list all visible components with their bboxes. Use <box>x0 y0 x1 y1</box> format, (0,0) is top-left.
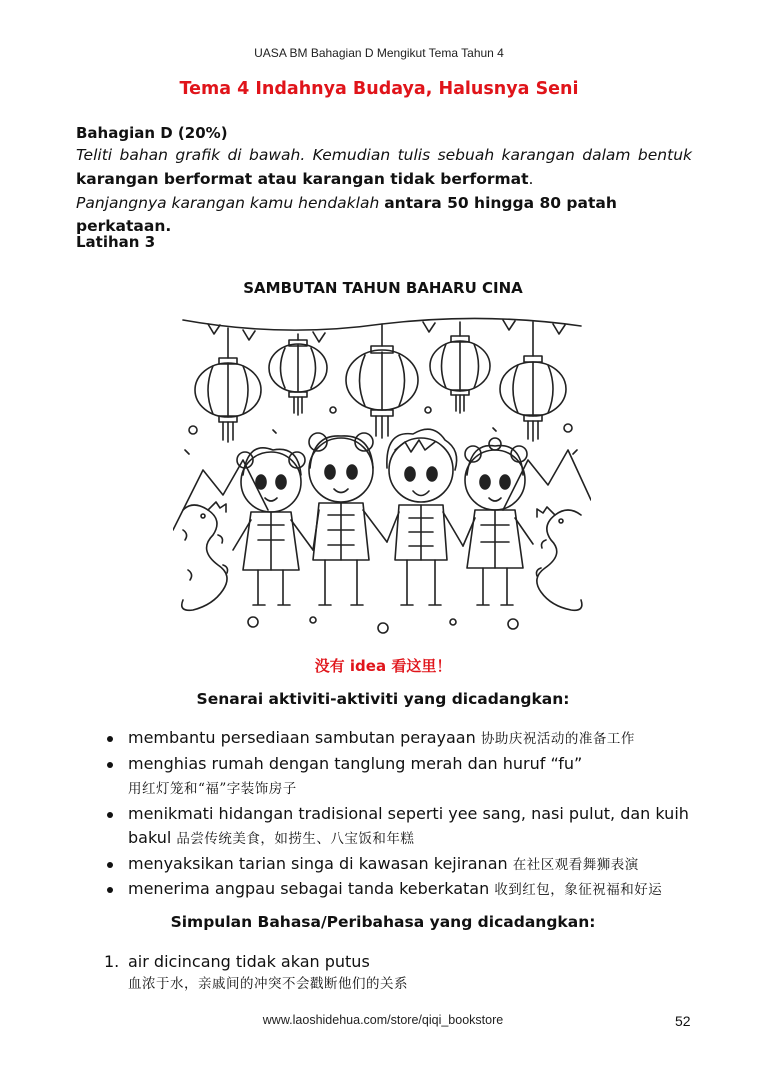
proverb-translation: 血浓于水，亲戚间的冲突不会戳断他们的关系 <box>128 976 408 992</box>
exercise-label: Latihan 3 <box>76 233 156 251</box>
activities-list <box>104 726 704 903</box>
list-item: membantu persediaan sambutan perayaan 协助庆祝活动的准备工作 <box>104 726 704 752</box>
hint-label: 没有 idea 看这里！ <box>314 657 452 675</box>
section-heading: Bahagian D (20%) <box>76 124 228 142</box>
theme-title: Tema 4 Indahnya Budaya, Halusnya Seni <box>179 79 579 99</box>
list-item: menyaksikan tarian singa di kawasan kejiranan 在社区观看舞狮表演 <box>104 852 704 878</box>
child-4 <box>463 438 533 605</box>
dragon-right <box>537 507 582 610</box>
proverbs-list <box>104 950 408 995</box>
activities-heading: Senarai aktiviti-aktiviti yang dicadangkan: <box>196 690 570 708</box>
lantern-3 <box>346 324 418 438</box>
instruction-line-3: Panjangnya karangan kamu hendaklah antara 50 hingga 80 patah perkataan. <box>76 194 617 235</box>
dragon-left <box>182 502 228 610</box>
proverbs-heading: Simpulan Bahasa/Peribahasa yang dicadangkan: <box>170 913 596 931</box>
child-2 <box>309 433 387 605</box>
bullet-icon <box>107 887 113 893</box>
lantern-2 <box>269 334 327 415</box>
lantern-5 <box>500 322 566 441</box>
bullet-icon <box>107 736 113 742</box>
picture-title: SAMBUTAN TAHUN BAHARU CINA <box>243 279 523 297</box>
child-3 <box>387 429 463 605</box>
instruction-line-1: Teliti bahan grafik di bawah. Kemudian tulis sebuah karangan dalam bentuk <box>76 146 692 164</box>
footer-url: www.laoshidehua.com/store/qiqi_bookstore <box>262 1013 504 1027</box>
list-item: menerima angpau sebagai tanda keberkatan 收到红包，象征祝福和好运 <box>104 877 704 903</box>
page-header: UASA BM Bahagian D Mengikut Tema Tahun 4 <box>254 46 504 60</box>
list-item: menikmati hidangan tradisional seperti yee sang, nasi pulut, dan kuih bakul 品尝传统美食，如捞生、八宝饭和年糕 <box>104 802 704 852</box>
page-number: 52 <box>675 1013 691 1029</box>
child-1 <box>233 448 313 605</box>
list-item: 1. air dicincang tidak akan putus <box>104 952 370 971</box>
chinese-new-year-illustration <box>173 310 591 640</box>
lantern-4 <box>430 322 490 413</box>
bullet-icon <box>107 762 113 768</box>
list-item: menghias rumah dengan tanglung merah dan huruf “fu” 用红灯笼和“福”字装饰房子 <box>104 752 704 802</box>
lantern-1 <box>195 328 261 442</box>
instruction-line-2: karangan berformat atau karangan tidak berformat. <box>76 170 534 188</box>
bullet-icon <box>107 812 113 818</box>
bullet-icon <box>107 862 113 868</box>
